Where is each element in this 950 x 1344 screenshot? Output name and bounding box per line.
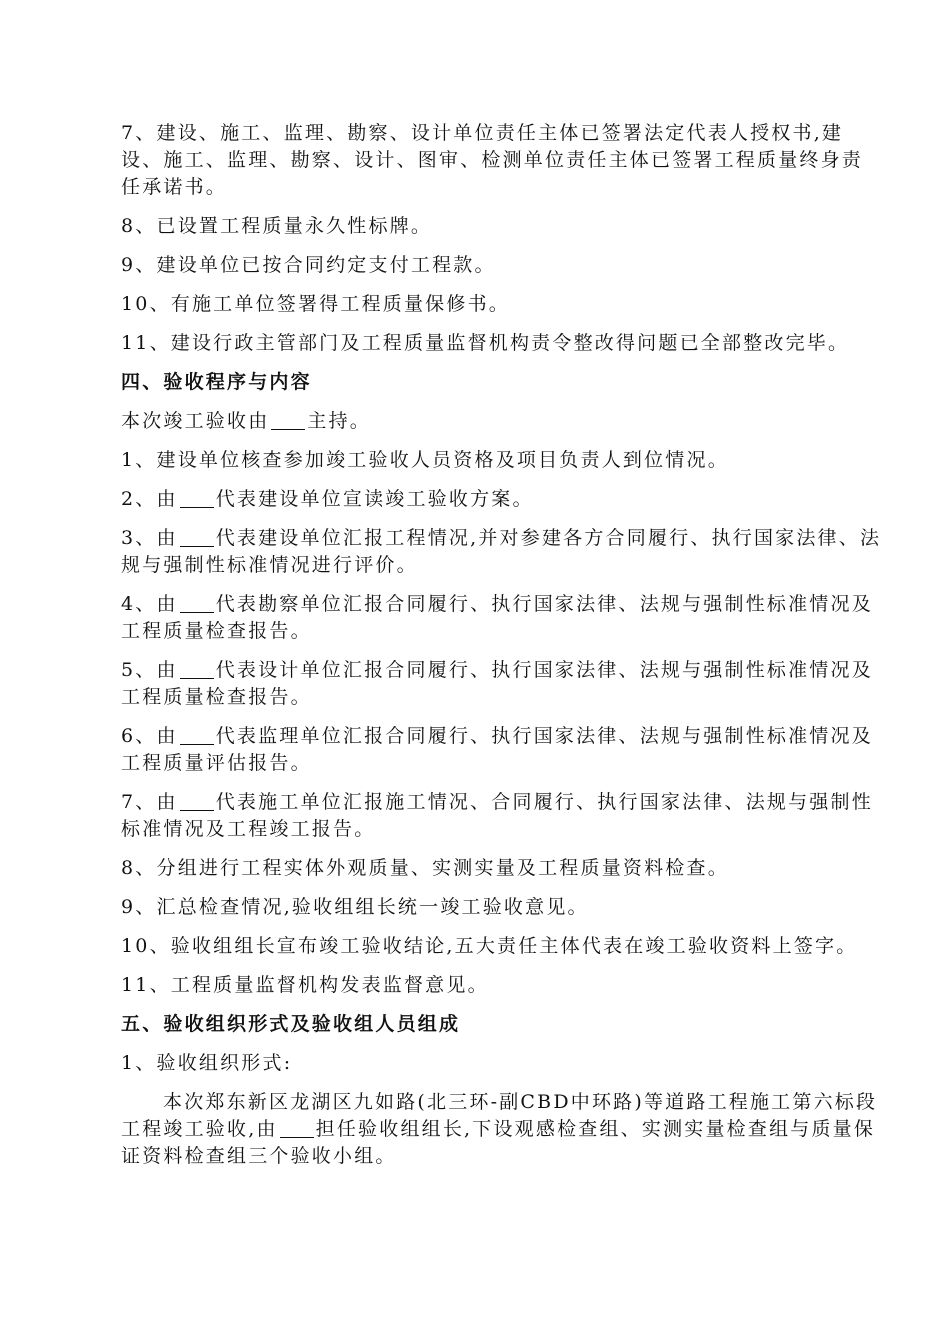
document-content (121, 120, 883, 1182)
blank-line (180, 726, 214, 745)
text-segment: 代表施工单位汇报施工情况、合同履行、执行国家法律、法规与强制性标准情况及工程竣工报告。 (121, 791, 873, 840)
text-segment: 代表建设单位宣读竣工验收方案。 (215, 488, 534, 510)
requirement-item-11: 11、建设行政主管部门及工程质量监督机构责令整改得问题已全部整改完毕。 (121, 332, 850, 354)
text-segment: 7、由 (121, 791, 178, 813)
organization-subheading: 1、验收组织形式: (121, 1052, 293, 1074)
blank-line (280, 1119, 314, 1138)
text-segment: 4、由 (121, 593, 178, 615)
requirement-item-9: 9、建设单位已按合同约定支付工程款。 (121, 254, 496, 276)
requirement-item-10: 10、有施工单位签署得工程质量保修书。 (121, 293, 510, 315)
procedure-step-9: 9、汇总检查情况,验收组组长统一竣工验收意见。 (121, 896, 589, 918)
text-segment: 本次竣工验收由 (121, 410, 270, 432)
blank-line (180, 489, 214, 508)
blank-line (271, 411, 305, 430)
procedure-step-8: 8、分组进行工程实体外观质量、实测实量及工程质量资料检查。 (121, 857, 729, 879)
procedure-step-2 (121, 486, 883, 513)
text-segment: 主持。 (307, 410, 372, 432)
text-segment: 代表建设单位汇报工程情况,并对参建各方合同履行、执行国家法律、法规与强制性标准情况进行评价。 (121, 527, 882, 576)
text-segment: 5、由 (121, 659, 178, 681)
procedure-step-4 (121, 591, 883, 645)
text-segment: 3、由 (121, 527, 178, 549)
organization-body (121, 1089, 883, 1170)
text-segment: 2、由 (121, 488, 178, 510)
text-segment: 代表设计单位汇报合同履行、执行国家法律、法规与强制性标准情况及工程质量检查报告。 (121, 659, 873, 708)
text-segment: 6、由 (121, 725, 178, 747)
blank-line (180, 528, 214, 547)
text-segment: 本次郑东新区龙湖区九如路(北三环-副CBD中环路)等道路工程施工第六标段工程竣工验收,由 (121, 1091, 878, 1140)
procedure-step-6 (121, 723, 883, 777)
section-heading-4: 四、验收程序与内容 (121, 371, 312, 393)
requirement-item-8: 8、已设置工程质量永久性标牌。 (121, 215, 433, 237)
procedure-step-3 (121, 525, 883, 579)
text-segment: 代表勘察单位汇报合同履行、执行国家法律、法规与强制性标准情况及工程质量检查报告。 (121, 593, 873, 642)
procedure-step-10: 10、验收组组长宣布竣工验收结论,五大责任主体代表在竣工验收资料上签字。 (121, 935, 858, 957)
procedure-step-11: 11、工程质量监督机构发表监督意见。 (121, 974, 489, 996)
procedure-step-7 (121, 789, 883, 843)
blank-line (180, 660, 214, 679)
procedure-intro (121, 408, 883, 435)
section-heading-5: 五、验收组织形式及验收组人员组成 (121, 1013, 461, 1035)
blank-line (180, 594, 214, 613)
procedure-step-5 (121, 657, 883, 711)
text-segment: 担任验收组组长,下设观感检查组、实测实量检查组与质量保证资料检查组三个验收小组。 (121, 1118, 876, 1167)
text-segment: 代表监理单位汇报合同履行、执行国家法律、法规与强制性标准情况及工程质量评估报告。 (121, 725, 873, 774)
blank-line (180, 792, 214, 811)
requirement-item-7: 7、建设、施工、监理、勘察、设计单位责任主体已签署法定代表人授权书,建设、施工、监理、勘察、设计、图审、检测单位责任主体已签署工程质量终身责任承诺书。 (121, 122, 864, 198)
procedure-step-1: 1、建设单位核查参加竣工验收人员资格及项目负责人到位情况。 (121, 449, 729, 471)
